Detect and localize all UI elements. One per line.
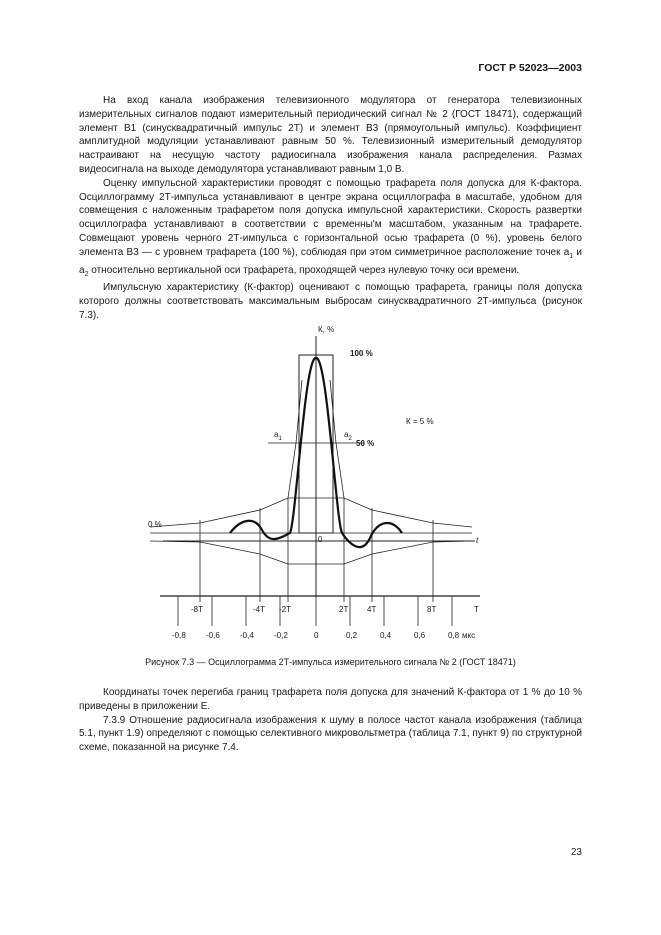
oscillogram-diagram xyxy=(130,320,510,650)
closing-text-block xyxy=(79,686,582,755)
paragraph-4: Координаты точек перегиба границ трафарета поля допуска для значений К-фактора от 1 % до 10 % приведены в приложении Е. xyxy=(79,687,582,712)
label-50: 50 % xyxy=(356,439,375,448)
lower-tolerance xyxy=(150,541,472,564)
t-tick: -8T xyxy=(191,605,203,614)
paragraph-3: Импульсную характеристику (К-фактор) оценивают с помощью трафарета, границы поля допуска которого должны соответствовать максимальным выбросам синусквадратичного 2Т-импульса (рисунок 7.3). xyxy=(79,282,582,321)
paragraph-1: На вход канала изображения телевизионного модулятора от генератора телевизионных измерительных сигналов подают измерительный периодический сигнал № 2 (ГОСТ 18471), содержащий элемент В1 (синусквадратичный импульс 2Т) и элемент В3 (прямоугольный импульс). Коэффициент амплитудной модуляции устанавливают равным 50 %. Телевизионный измерительный демодулятор настраивают на несущую частоту радиосигнала изображения канала распределения. Размах видеосигнала на выходе демодулятора устанавливают равным 1,0 В. xyxy=(79,95,582,175)
document-code: ГОСТ Р 52023—2003 xyxy=(478,62,582,74)
t-tick: 2T xyxy=(339,605,349,614)
origin-label: 0 xyxy=(318,535,323,544)
label-0: 0 % xyxy=(148,520,162,529)
mks-tick: -0,4 xyxy=(240,631,254,640)
mks-tick: 0,6 xyxy=(414,631,426,640)
paragraph-2: Оценку импульсной характеристики проводят с помощью трафарета поля допуска для К-фактора. Осциллограмму 2Т-импульса устанавливают в центре экрана осциллографа в масштабе, удобном для совмещения с наложенным трафаретом поля допуска импульсной характеристики. Скорость развертки осциллографа устанавливают в соответствии с временны'м масштабом, указанным на трафарете. Совмещают уровень черного 2Т-импульса с горизонтальной осью трафарета (0 %), уровень белого элемента В3 — с уровнем трафарета (100 %), соблюдая при этом симметричное расположение точек $а_1$ и $а_2$ относительно вертикальной оси трафарета, проходящей через нулевую точку оси времени. xyxy=(79,177,582,278)
y-axis-label: К, % xyxy=(318,325,335,334)
intro-text-block xyxy=(79,94,582,323)
t-tick: 8T xyxy=(427,605,437,614)
label-k-factor: К = 5 % xyxy=(406,417,434,426)
point-a1: $a_1$ xyxy=(274,430,282,442)
t-tick: -2T xyxy=(279,605,291,614)
mks-tick: -0,8 xyxy=(172,631,186,640)
page-number: 23 xyxy=(570,847,582,858)
mks-tick: -0,2 xyxy=(274,631,288,640)
t-tick: -4T xyxy=(253,605,265,614)
mks-tick: 0,2 xyxy=(346,631,358,640)
label-100: 100 % xyxy=(350,349,373,358)
t-tick: 4T xyxy=(367,605,377,614)
figure-caption: Рисунок 7.3 — Осциллограмма 2Т-импульса измерительного сигнала № 2 (ГОСТ 18471) xyxy=(145,657,516,667)
figure-7-3 xyxy=(130,320,510,650)
mks-tick: 0,8 xyxy=(448,631,460,640)
mks-tick: 0 xyxy=(314,631,319,640)
point-a2: $a_2$ xyxy=(344,430,352,442)
time-axis-label: t xyxy=(476,536,479,545)
paragraph-5: 7.3.9 Отношение радиосигнала изображения к шуму в полосе частот канала изображения (таблица 5.1, пункт 1.9) определяют с помощью селективного микровольтметра (таблица 7.1, пункт 9) по структурной схеме, показанной на рисунке 7.4. xyxy=(79,714,582,754)
mks-tick: 0,4 xyxy=(380,631,392,640)
t-unit: T xyxy=(474,605,479,614)
mks-unit: мкс xyxy=(462,631,476,640)
upper-tolerance xyxy=(150,498,472,527)
mks-tick: -0,6 xyxy=(206,631,220,640)
